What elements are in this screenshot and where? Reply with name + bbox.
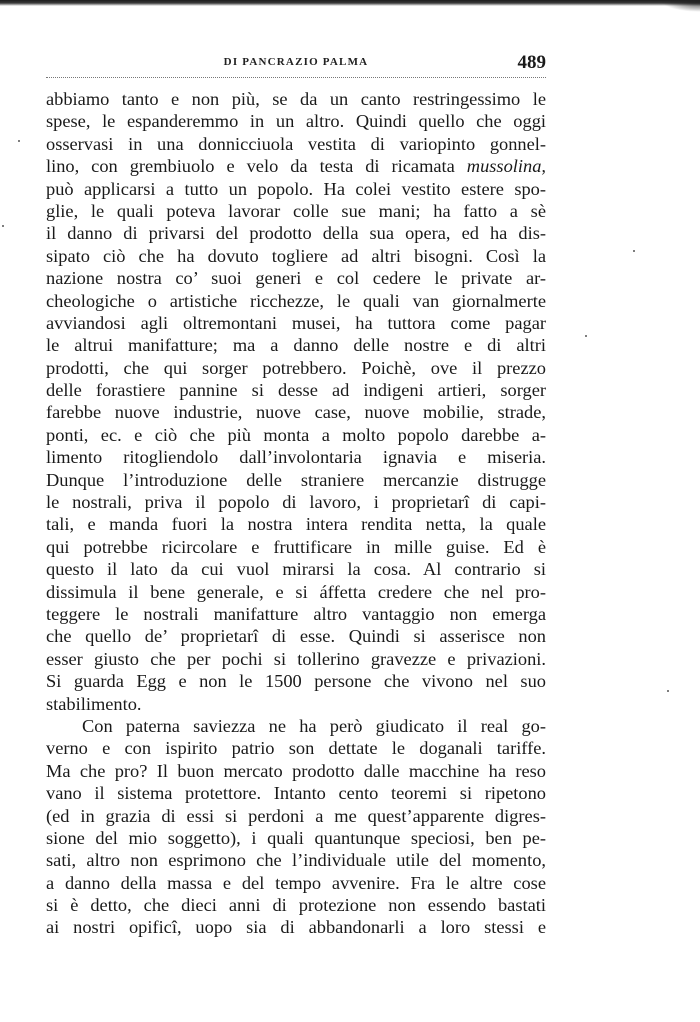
running-head	[46, 52, 546, 76]
scan-speck	[585, 335, 587, 337]
text-line: nazione nostra co’ suoi generi e col cedere le private ar-	[46, 268, 546, 289]
text-line: le altrui manifatture; ma a danno delle nostre e di altri	[46, 335, 546, 356]
text-line: sati, altro non esprimono che l’individuale utile del momento,	[46, 850, 546, 871]
text-line: prodotti, che qui sorger potrebbero. Poichè, ove il prezzo	[46, 357, 546, 378]
paragraph-start-line: Con paterna saviezza ne ha però giudicato il real go-	[82, 715, 546, 736]
header-dotted-rule	[46, 77, 546, 78]
text-line: si è detto, che dieci anni di protezione non essendo bastati	[46, 895, 546, 916]
text-line: il danno di privarsi del prodotto della sua opera, ed ha dis-	[46, 223, 546, 244]
text-line: esser giusto che per pochi si tollerino gravezze e privazioni.	[46, 648, 546, 669]
text-segment: lino, con grembiuolo e velo da testa di ricamata	[46, 156, 467, 177]
text-line: Si guarda Egg e non le 1500 persone che vivono nel suo	[46, 671, 546, 692]
paragraph-end-line: stabilimento.	[46, 693, 142, 714]
text-line: glie, le quali poteva lavorar colle sue mani; ha fatto a sè	[46, 200, 546, 221]
text-line: a danno della massa e del tempo avvenire. Fra le altre cose	[46, 872, 546, 893]
text-line: Dunque l’introduzione delle straniere mercanzie distrugge	[46, 469, 546, 490]
text-line: osservasi in una donnicciuola vestita di variopinto gonnel-	[46, 133, 546, 154]
text-line-with-italic	[46, 155, 546, 177]
text-line: avviandosi agli oltremontani musei, ha tuttora come pagar	[46, 312, 546, 333]
scan-speck	[2, 225, 4, 227]
text-line: teggere le nostrali manifatture altro vantaggio non emerga	[46, 603, 546, 624]
text-line: Ma che pro? Il buon mercato prodotto dalle macchine ha reso	[46, 760, 546, 781]
scan-corner-shadow	[660, 0, 700, 12]
text-line: limento ritogliendolo dall’involontaria ignavia e miseria.	[46, 447, 546, 468]
text-line: questo il lato da cui vuol mirarsi la cosa. Al contrario si	[46, 559, 546, 580]
text-line: che quello de’ proprietarî di esse. Quindi si asserisce non	[46, 626, 546, 647]
text-line: vano il sistema protettore. Intanto cento teoremi si ripetono	[46, 783, 546, 804]
text-line: ai nostri opificî, uopo sia di abbandonarli a loro stessi e	[46, 917, 546, 938]
text-line: ponti, ec. e ciò che più monta a molto popolo darebbe a-	[46, 424, 546, 445]
text-line: (ed in grazia di essi si perdoni a me quest’apparente digres-	[46, 805, 546, 826]
text-line: cheologiche o artistiche ricchezze, le quali van giornalmerte	[46, 290, 546, 311]
scan-top-edge	[0, 0, 700, 6]
text-line: delle forastiere pannine si desse ad indigeni artieri, sorger	[46, 380, 546, 401]
text-line: sione del mio soggetto), i quali quantunque speciosi, ben pe-	[46, 827, 546, 848]
text-line: dissimula il bene generale, e si áffetta credere che nel pro-	[46, 581, 546, 602]
italic-word: mussolina,	[466, 156, 546, 177]
text-line: qui potrebbe ricircolare e fruttificare in mille guise. Ed è	[46, 536, 546, 557]
page-number: 489	[517, 52, 546, 73]
text-line: farebbe nuove industrie, nuove case, nuove mobilie, strade,	[46, 402, 546, 423]
scan-speck	[18, 140, 20, 142]
text-line: verno e con ispirito patrio son dettate le doganali tariffe.	[46, 738, 546, 759]
text-line: tali, e manda fuori la nostra intera rendita netta, la quale	[46, 514, 546, 535]
body-text	[46, 88, 546, 939]
text-line: le nostrali, priva il popolo di lavoro, i proprietarî di capi-	[46, 492, 546, 513]
running-title: DI PANCRAZIO PALMA	[223, 56, 369, 68]
scan-speck	[633, 250, 635, 252]
text-line: può applicarsi a tutto un popolo. Ha colei vestito estere spo-	[46, 178, 546, 199]
text-line: abbiamo tanto e non più, se da un canto restringessimo le	[46, 89, 546, 109]
scan-speck	[667, 690, 669, 692]
text-line: spese, le espanderemmo in un altro. Quindi quello che oggi	[46, 111, 546, 132]
text-line: sipato ciò che ha dovuto togliere ad altri bisogni. Così la	[46, 245, 546, 266]
